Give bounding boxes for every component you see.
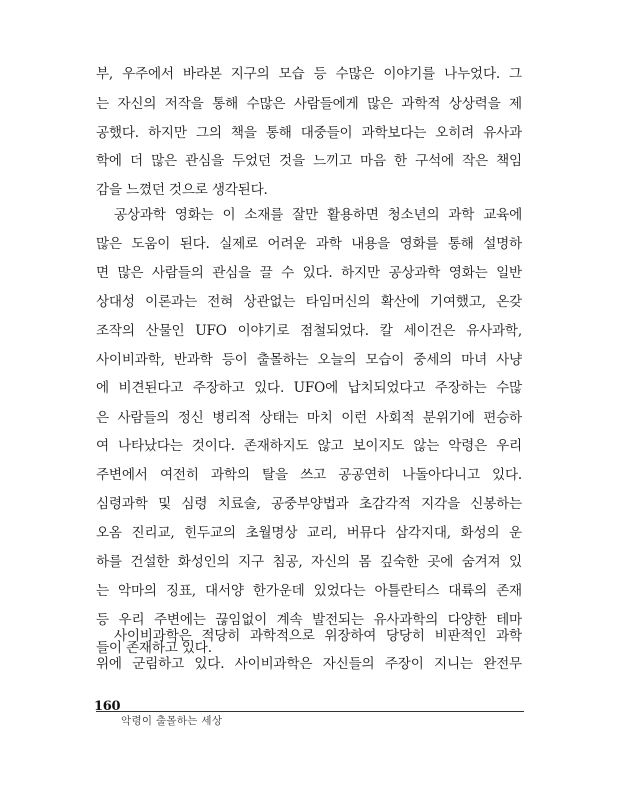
text-line: 는 자신의 저작을 통해 수많은 사람들에게 많은 과학적 상상력을 제 <box>96 96 522 112</box>
text-line: 위에 군림하고 있다. 사이비과학은 자신들의 주장이 지니는 완전무 <box>96 656 522 672</box>
text-line: 사이비과학은 적당히 과학적으로 위장하여 당당히 비판적인 과학 <box>114 628 522 644</box>
text-line: 상대성 이론과는 전혀 상관없는 타임머신의 확산에 기여했고, 온갖 <box>96 294 522 310</box>
text-line: 는 악마의 징표, 대서양 한가운데 있었다는 아틀란티스 대륙의 존재 <box>96 583 522 599</box>
text-line: 등 우리 주변에는 끊임없이 계속 발전되는 유사과학의 다양한 테마 <box>96 612 522 628</box>
text-line: 감을 느꼈던 것으로 생각된다. <box>96 182 268 198</box>
text-line: 주변에서 여전히 과학의 탈을 쓰고 공공연히 나돌아다니고 있다. <box>96 467 522 483</box>
footer-rule <box>96 711 524 712</box>
text-line: 에 비견된다고 주장하고 있다. UFO에 납치되었다고 주장하는 수많 <box>96 380 522 396</box>
text-line: 들이 존재하고 있다. <box>96 640 212 656</box>
text-line: 학에 더 많은 관심을 두었던 것을 느끼고 마음 한 구석에 작은 책임 <box>96 153 522 169</box>
text-line: 많은 도움이 된다. 실제로 어려운 과학 내용을 영화를 통해 설명하 <box>96 236 522 252</box>
text-line: 공했다. 하지만 그의 책을 통해 대중들이 과학보다는 오히려 유사과 <box>96 125 522 141</box>
text-line: 부, 우주에서 바라본 지구의 모습 등 수많은 이야기를 나누었다. 그 <box>96 66 522 82</box>
text-line: 하를 건설한 화성인의 지구 침공, 자신의 몸 깊숙한 곳에 숨겨져 있 <box>96 554 522 570</box>
page-number: 160 <box>94 699 121 714</box>
text-line: 오옴 진리교, 힌두교의 초월명상 교리, 버뮤다 삼각지대, 화성의 운 <box>96 525 522 541</box>
text-line: 은 사람들의 정신 병리적 상태는 마치 이런 사회적 분위기에 편승하 <box>96 410 522 426</box>
text-line: 여 나타났다는 것이다. 존재하지도 않고 보이지도 않는 악령은 우리 <box>96 438 522 454</box>
text-line: 사이비과학, 반과학 등이 출몰하는 오늘의 모습이 중세의 마녀 사냥 <box>96 352 522 368</box>
text-line: 공상과학 영화는 이 소재를 잘만 활용하면 청소년의 과학 교육에 <box>114 207 522 223</box>
text-line: 조작의 산물인 UFO 이야기로 점철되었다. 칼 세이건은 유사과학, <box>96 323 522 339</box>
running-title: 악령이 출몰하는 세상 <box>121 715 223 727</box>
text-line: 심령과학 및 심령 치료술, 공중부양법과 초감각적 지각을 신봉하는 <box>96 496 522 512</box>
text-line: 면 많은 사람들의 관심을 끌 수 있다. 하지만 공상과학 영화는 일반 <box>96 265 522 281</box>
